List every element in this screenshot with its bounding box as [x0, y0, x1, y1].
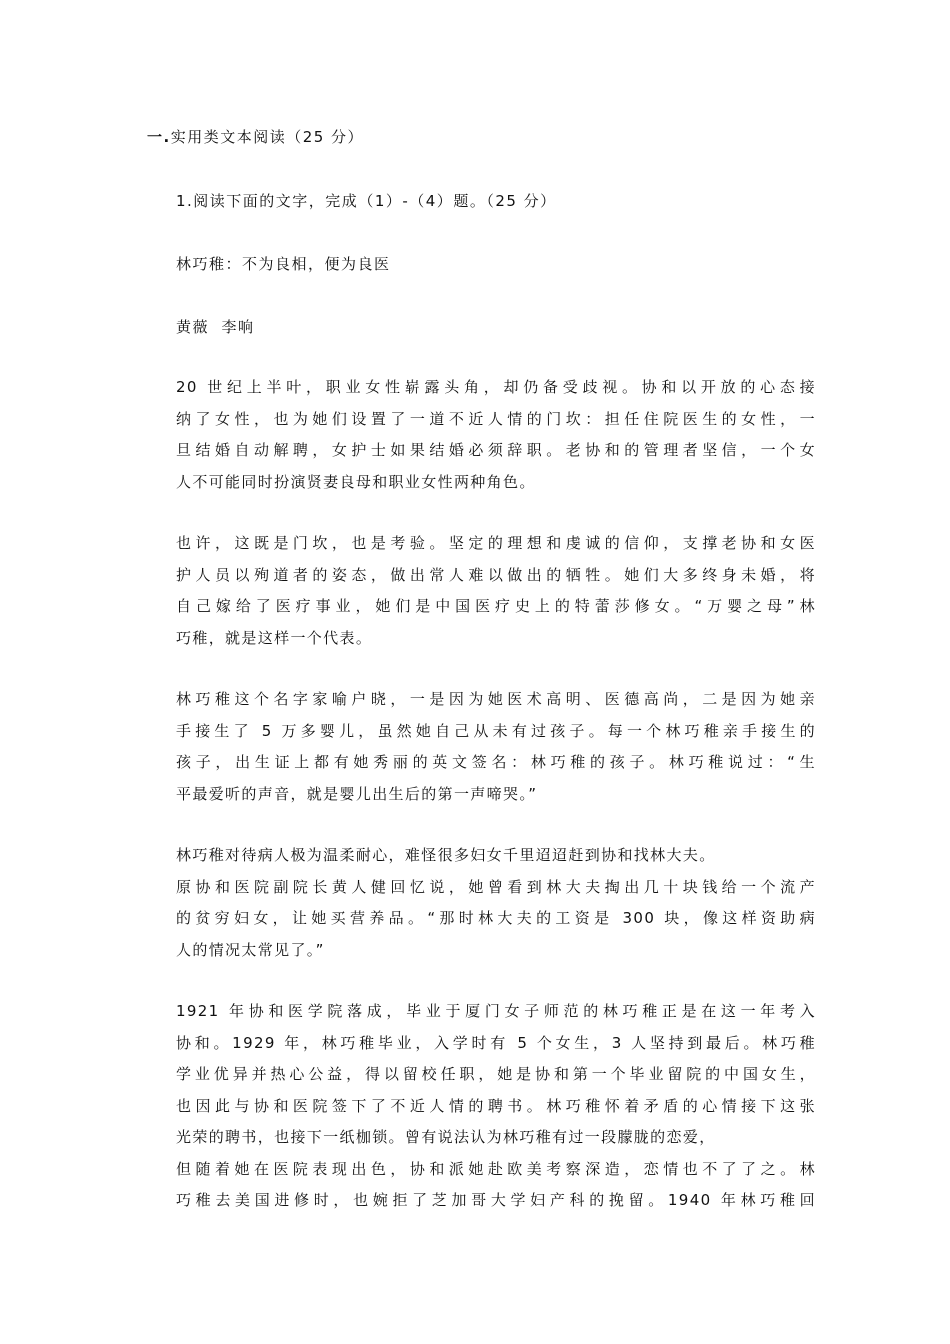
article-title: 林巧稚：不为良相，便为良医 — [176, 255, 391, 273]
article-authors: 黄薇 李响 — [176, 318, 255, 336]
paragraph-line: 人不可能同时扮演贤妻良母和职业女性两种角色。 — [176, 472, 536, 491]
paragraph-1 — [176, 372, 816, 498]
paragraph-line: 纳了女性，也为她们设置了一道不近人情的门坎：担任住院医生的女性，一 — [176, 409, 816, 428]
paragraph-line: 的贫穷妇女，让她买营养品。“那时林大夫的工资是 300 块，像这样资助病 — [176, 909, 816, 927]
section-heading — [147, 126, 364, 147]
paragraph-line: 原协和医院副院长黄人健回忆说，她曾看到林大夫掏出几十块钱给一个流产 — [176, 877, 816, 896]
paragraph-line: 学业优异并热心公益，得以留校任职，她是协和第一个毕业留院的中国女生， — [176, 1065, 816, 1083]
paragraph-line: 人的情况太常见了。” — [176, 940, 325, 959]
paragraph-line: 巧稚，就是这样一个代表。 — [176, 628, 373, 647]
paragraph-3 — [176, 684, 816, 810]
paragraph-line: 林巧稚对待病人极为温柔耐心，难怪很多妇女千里迢迢赶到协和找林大夫。 — [176, 846, 716, 864]
paragraph-4 — [176, 840, 816, 966]
paragraph-line: 手接生了 5 万多婴儿，虽然她自己从未有过孩子。每一个林巧稚亲手接生的 — [176, 721, 816, 740]
paragraph-line: 光荣的聘书，也接下一纸枷锁。曾有说法认为林巧稚有过一段朦胧的恋爱， — [176, 1128, 716, 1146]
paragraph-line: 旦结婚自动解聘，女护士如果结婚必须辞职。老协和的管理者坚信，一个女 — [176, 441, 816, 459]
paragraph-line: 自己嫁给了医疗事业，她们是中国医疗史上的特蕾莎修女。“万婴之母”林 — [176, 597, 816, 615]
paragraph-line: 巧稚去美国进修时，也婉拒了芝加哥大学妇产科的挽留。1940 年林巧稚回 — [176, 1191, 816, 1209]
paragraph-line: 20 世纪上半叶，职业女性崭露头角，却仍备受歧视。协和以开放的心态接 — [176, 378, 816, 396]
paragraph-line: 但随着她在医院表现出色，协和派她赴欧美考察深造，恋情也不了了之。林 — [176, 1159, 816, 1178]
paragraph-5 — [176, 996, 816, 1217]
section-number: 一. — [147, 128, 171, 146]
paragraph-line: 平最爱听的声音，就是婴儿出生后的第一声啼哭。” — [176, 784, 538, 803]
section-title: 实用类文本阅读（25 分） — [170, 128, 365, 146]
paragraph-line: 也因此与协和医院签下了不近人情的聘书。林巧稚怀着矛盾的心情接下这张 — [176, 1096, 816, 1115]
paragraph-line: 也许，这既是门坎，也是考验。坚定的理想和虔诚的信仰，支撑老协和女医 — [176, 534, 816, 552]
paragraph-line: 1921 年协和医学院落成，毕业于厦门女子师范的林巧稚正是在这一年考入 — [176, 1002, 816, 1020]
paragraph-line: 护人员以殉道者的姿态，做出常人难以做出的牺牲。她们大多终身未婚，将 — [176, 565, 816, 584]
question-prompt: 1.阅读下面的文字，完成（1）-（4）题。（25 分） — [176, 192, 557, 210]
paragraph-line: 林巧稚这个名字家喻户晓，一是因为她医术高明、医德高尚，二是因为她亲 — [176, 690, 816, 708]
paragraph-2 — [176, 528, 816, 654]
paragraph-line: 孩子，出生证上都有她秀丽的英文签名：林巧稚的孩子。林巧稚说过：“生 — [176, 753, 816, 771]
paragraph-line: 协和。1929 年，林巧稚毕业，入学时有 5 个女生，3 人坚持到最后。林巧稚 — [176, 1033, 816, 1052]
